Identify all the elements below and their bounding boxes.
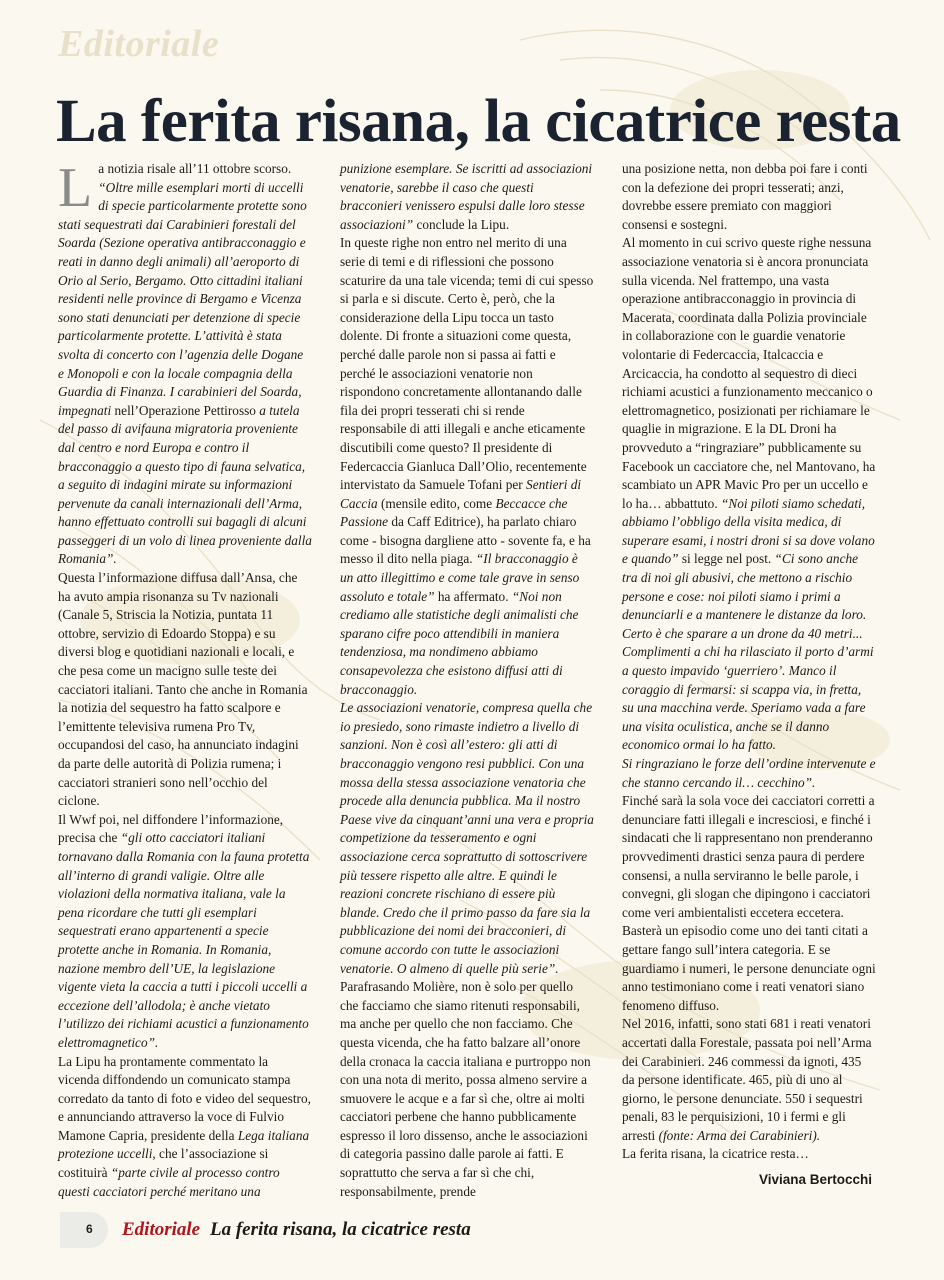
text-run: La Lipu ha prontamente commentato la vicenda diffondendo un comunicato stampa corredato da tanto di foto e video del sequestro, e annunciando attraverso la voce di Fulvio Mamone Capria, presidente della: [58, 1053, 311, 1143]
text-run: Le associazioni venatorie, compresa quella che io presiedo, sono rimaste indietro a livello di sanzioni. Non è così all’estero: gli atti di bracconaggio vengono resi pubblici. Con una mossa della stessa associazione venatoria che procede alla denuncia pubblica. Ma il nostro Paese vive da cinquant’anni una vera e propria competizione da tesseramento e ogni associazione cerca soprattutto di sottoscrivere più tessere rispetto alle altre. E quindi le reazioni concrete rischiano di essere più blande. Credo che il primo passo da fare sia la pubblicazione dei nomi dei bracconieri, di comune accordo con tutte le associazioni venatorie. O almeno di quelle più serie”.: [340, 700, 594, 976]
text-run: , che l’associazione si costituirà: [58, 1146, 269, 1181]
text-run: Si ringraziano le forze dell’ordine intervenute e che stanno cercando il… cecchino”.: [622, 756, 876, 790]
page-number: 6: [86, 1222, 93, 1236]
footer-section-label: Editoriale: [122, 1219, 201, 1240]
article-column-2: [340, 160, 594, 1201]
text-run: a notizia risale all’11 ottobre scorso.: [98, 161, 292, 176]
text-run: Beccacce che Passione: [340, 495, 568, 530]
text-run: (mensile edito, come: [377, 495, 496, 511]
text-run: Il Wwf poi, nel diffondere l’informazione, precisa che: [58, 811, 284, 846]
article-column-3: [622, 160, 876, 1164]
page-number-tab: [60, 1212, 108, 1248]
text-run: Finché sarà la sola voce dei cacciatori corretti a denunciare fatti illegali e incresciosi, e finché i sindacati che li rappresentano non prenderanno provvedimenti drastici senza paura di perdere consensi, a nulla serviranno le belle parole, i convegni, gli slogan che dipingono i cacciatori come veri ambientalisti eccetera eccetera. Basterà un episodio come uno dei tanti citati a gettare fango sull’intera categoria. E se guardiamo i numeri, le persone denunciate ogni anno testimoniano come i reati venatori siano fenomeno diffuso.: [622, 793, 876, 1013]
text-run: si legge nel post.: [678, 551, 775, 567]
text-run: “Oltre mille esemplari morti di uccelli di specie particolarmente protette sono stati sequestrati dai Carabinieri forestali del Soarda (Sezione operativa antibracconaggio e reati in danno degli animali) all’aeroporto di Orio al Serio, Bergamo. Otto cittadini italiani residenti nelle province di Bergamo e Vicenza sono stati denunciati per detenzione di specie particolarmente protette. L’attività è stata svolta di concerto con l’agenzia delle Dogane e Monopoli e con la locale compagnia della Guardia di Finanza. I carabinieri del Soarda, impegnati: [58, 179, 307, 418]
text-run: nell’Operazione Pettirosso: [114, 402, 260, 418]
text-run: (fonte: Arma dei Carabinieri).: [658, 1127, 821, 1143]
text-run: “gli otto cacciatori italiani tornavano dalla Romania con la fauna protetta all’interno di grandi valigie. Oltre alle violazioni della normativa italiana, vale la pena ricordare che tutti gli esemplari sequestrati erano appartenenti a specie protette anche in Romania. In Romania, nazione membro dell’UE, la legislazione vigente vieta la caccia a tutti i piccoli uccelli a eccezione dell’allodola; è anche vietato l’utilizzo dei richiami acustici a funzionamento elettromagnetico”.: [58, 830, 310, 1050]
text-run: da Caff Editrice), ha parlato chiaro come - bisogna dargliene atto - sovente fa, e ha messo il dito nella piaga.: [340, 514, 591, 567]
section-kicker: Editoriale: [58, 23, 220, 65]
column-text: [58, 157, 312, 1199]
drop-cap: L: [58, 157, 93, 219]
text-run: conclude la Lipu.: [413, 216, 510, 232]
author-signature: Viviana Bertocchi: [758, 1172, 872, 1187]
page-footer: [60, 1212, 560, 1248]
text-run: Al momento in cui scrivo queste righe nessuna associazione venatoria si è ancora pronunciata sulla vicenda. Nel frattempo, una vasta operazione antibracconaggio in provincia di Macerata, coordinata dalla Polizia provinciale in collaborazione con le guardie venatorie volontarie di Federcaccia, Italcaccia e Arcicaccia, ha condotto al sequestro di dieci richiami acustici a funzionamento meccanico o elettromagnetico, posizionati per richiamare le quaglie in migrazione. E la DL Droni ha provveduto a “ringraziare” pubblicamente su Facebook un cacciatore che, nel Mantovano, ha scambiato un APR Mavic Pro per un uccello e lo ha… abbattuto.: [622, 235, 876, 511]
text-run: Questa l’informazione diffusa dall’Ansa, che ha avuto ampia risonanza su Tv nazionali (Canale 5, Striscia la Notizia, puntata 11 ottobre, servizio di Edoardo Stoppa) e su diversi blog e quotidiani nazionali e locali, e che pesa come un macigno sulle teste dei cacciatori italiani. Tanto che anche in Romania la notizia del sequestro ha fatto scalpore e l’emittente televisiva rumena Pro Tv, occupandosi del caso, ha annunciato indagini da parte delle autorità di Polizia rumena; i cacciatori stranieri sono nell’occhio del ciclone.: [58, 570, 308, 809]
text-run: Lega italiana protezione uccelli: [58, 1127, 310, 1162]
text-run: Nel 2016, infatti, sono stati 681 i reati venatori accertati dalla Forestale, passata poi nell’Arma dei Carabinieri. 246 commessi da ignoti, 435 da persone identificate. 465, più di uno al giorno, le persone denunciate. 550 i sequestri penali, 83 le perquisizioni, 10 i fermi e gli arresti: [622, 1016, 872, 1143]
text-run: Sentieri di Caccia: [340, 477, 582, 511]
text-run: “parte civile al processo contro questi cacciatori perché meritano una: [58, 1165, 280, 1199]
text-run: ha affermato.: [434, 588, 512, 604]
text-run: “Noi non crediamo alle statistiche degli animalisti che sparano cifre poco attendibili in maniera tendenziosa, ma nondimeno abbiamo consapevolezza che esistono diffusi atti di bracconaggio.: [340, 588, 579, 697]
text-run: La ferita risana, la cicatrice resta…: [622, 1146, 809, 1162]
footer-title: La ferita risana, la cicatrice resta: [210, 1219, 471, 1240]
text-run: una posizione netta, non debba poi fare i conti con la defezione dei propri tesserati; anzi, dovrebbe essere premiato con maggiori consensi e sostegni.: [622, 161, 868, 232]
text-run: a tutela del passo di avifauna migratoria proveniente dal centro e nord Europa e contro il bracconaggio a questo tipo di fauna selvatica, a seguito di indagini mirate su informazioni pervenute da canali internazionali dell’Arma, hanno effettuato controlli sui bagagli di alcuni passeggeri di un volo di linea proveniente dalla Romania”.: [58, 402, 312, 567]
text-run: Parafrasando Molière, non è solo per quello che facciamo che siamo ritenuti responsabili, ma anche per quello che non facciamo. Che questa vicenda, che ha fatto balzare all’onore della cronaca la caccia italiana e purtroppo non con una nota di merito, possa almeno servire a smuovere le acque e a far sì che, oltre ai molti cacciatori perbene che hanno pubblicamente espresso il loro dissenso, anche le associazioni di categoria passino dalle parole ai fatti. E soprattutto che serva a far sì che chi, responsabilmente, prende: [340, 979, 591, 1199]
text-run: In queste righe non entro nel merito di una serie di temi e di riflessioni che possono scaturire da una tale vicenda; temi di cui spesso si parla e si discute. Certo è, però, che la considerazione della Lipu tocca un tasto dolente. Di fronte a situazioni come questa, perché dalle parole non si passa ai fatti e perché le associazioni venatorie non rispondono concretamente allontanando dalle fila dei propri tesserati chi si rende responsabile di atti illegali e anche eticamente discutibili come questo? Il presidente di Federcaccia Gianluca Dall’Olio, recentemente intervistato da Samuele Tofani per: [340, 235, 594, 493]
column-text: [340, 161, 594, 1199]
article-column-1: [58, 157, 312, 1201]
text-run: “Il bracconaggio è un atto illegittimo e come tale grave in senso assoluto e totale”: [340, 551, 580, 604]
text-run: “Noi piloti siamo schedati, abbiamo l’obbligo della visita medica, di superare esami, i nostri droni si sa dove volano e quando”: [622, 495, 875, 567]
article-title: La ferita risana, la cicatrice resta: [56, 88, 901, 155]
column-text: [622, 161, 876, 1161]
text-run: “Ci sono anche tra di noi gli abusivi, che mettono a rischio persone e cose: noi piloti siamo i primi a denunciarli e a mantenere le distanze da loro. Certo è che sparare a un drone da 40 metri... Complimenti a chi ha rilasciato il porto d’armi a questo impavido ‘guerriero’. Manco il coraggio di fermarsi: si scappa via, in fretta, su una macchina verde. Speriamo vada a fare una visita oculistica, anche se il danno economico ormai lo ha fatto.: [622, 551, 874, 753]
text-run: punizione esemplare. Se iscritti ad associazioni venatorie, sarebbe il caso che questi bracconieri venissero espulsi dalle loro stesse associazioni”: [340, 161, 593, 232]
